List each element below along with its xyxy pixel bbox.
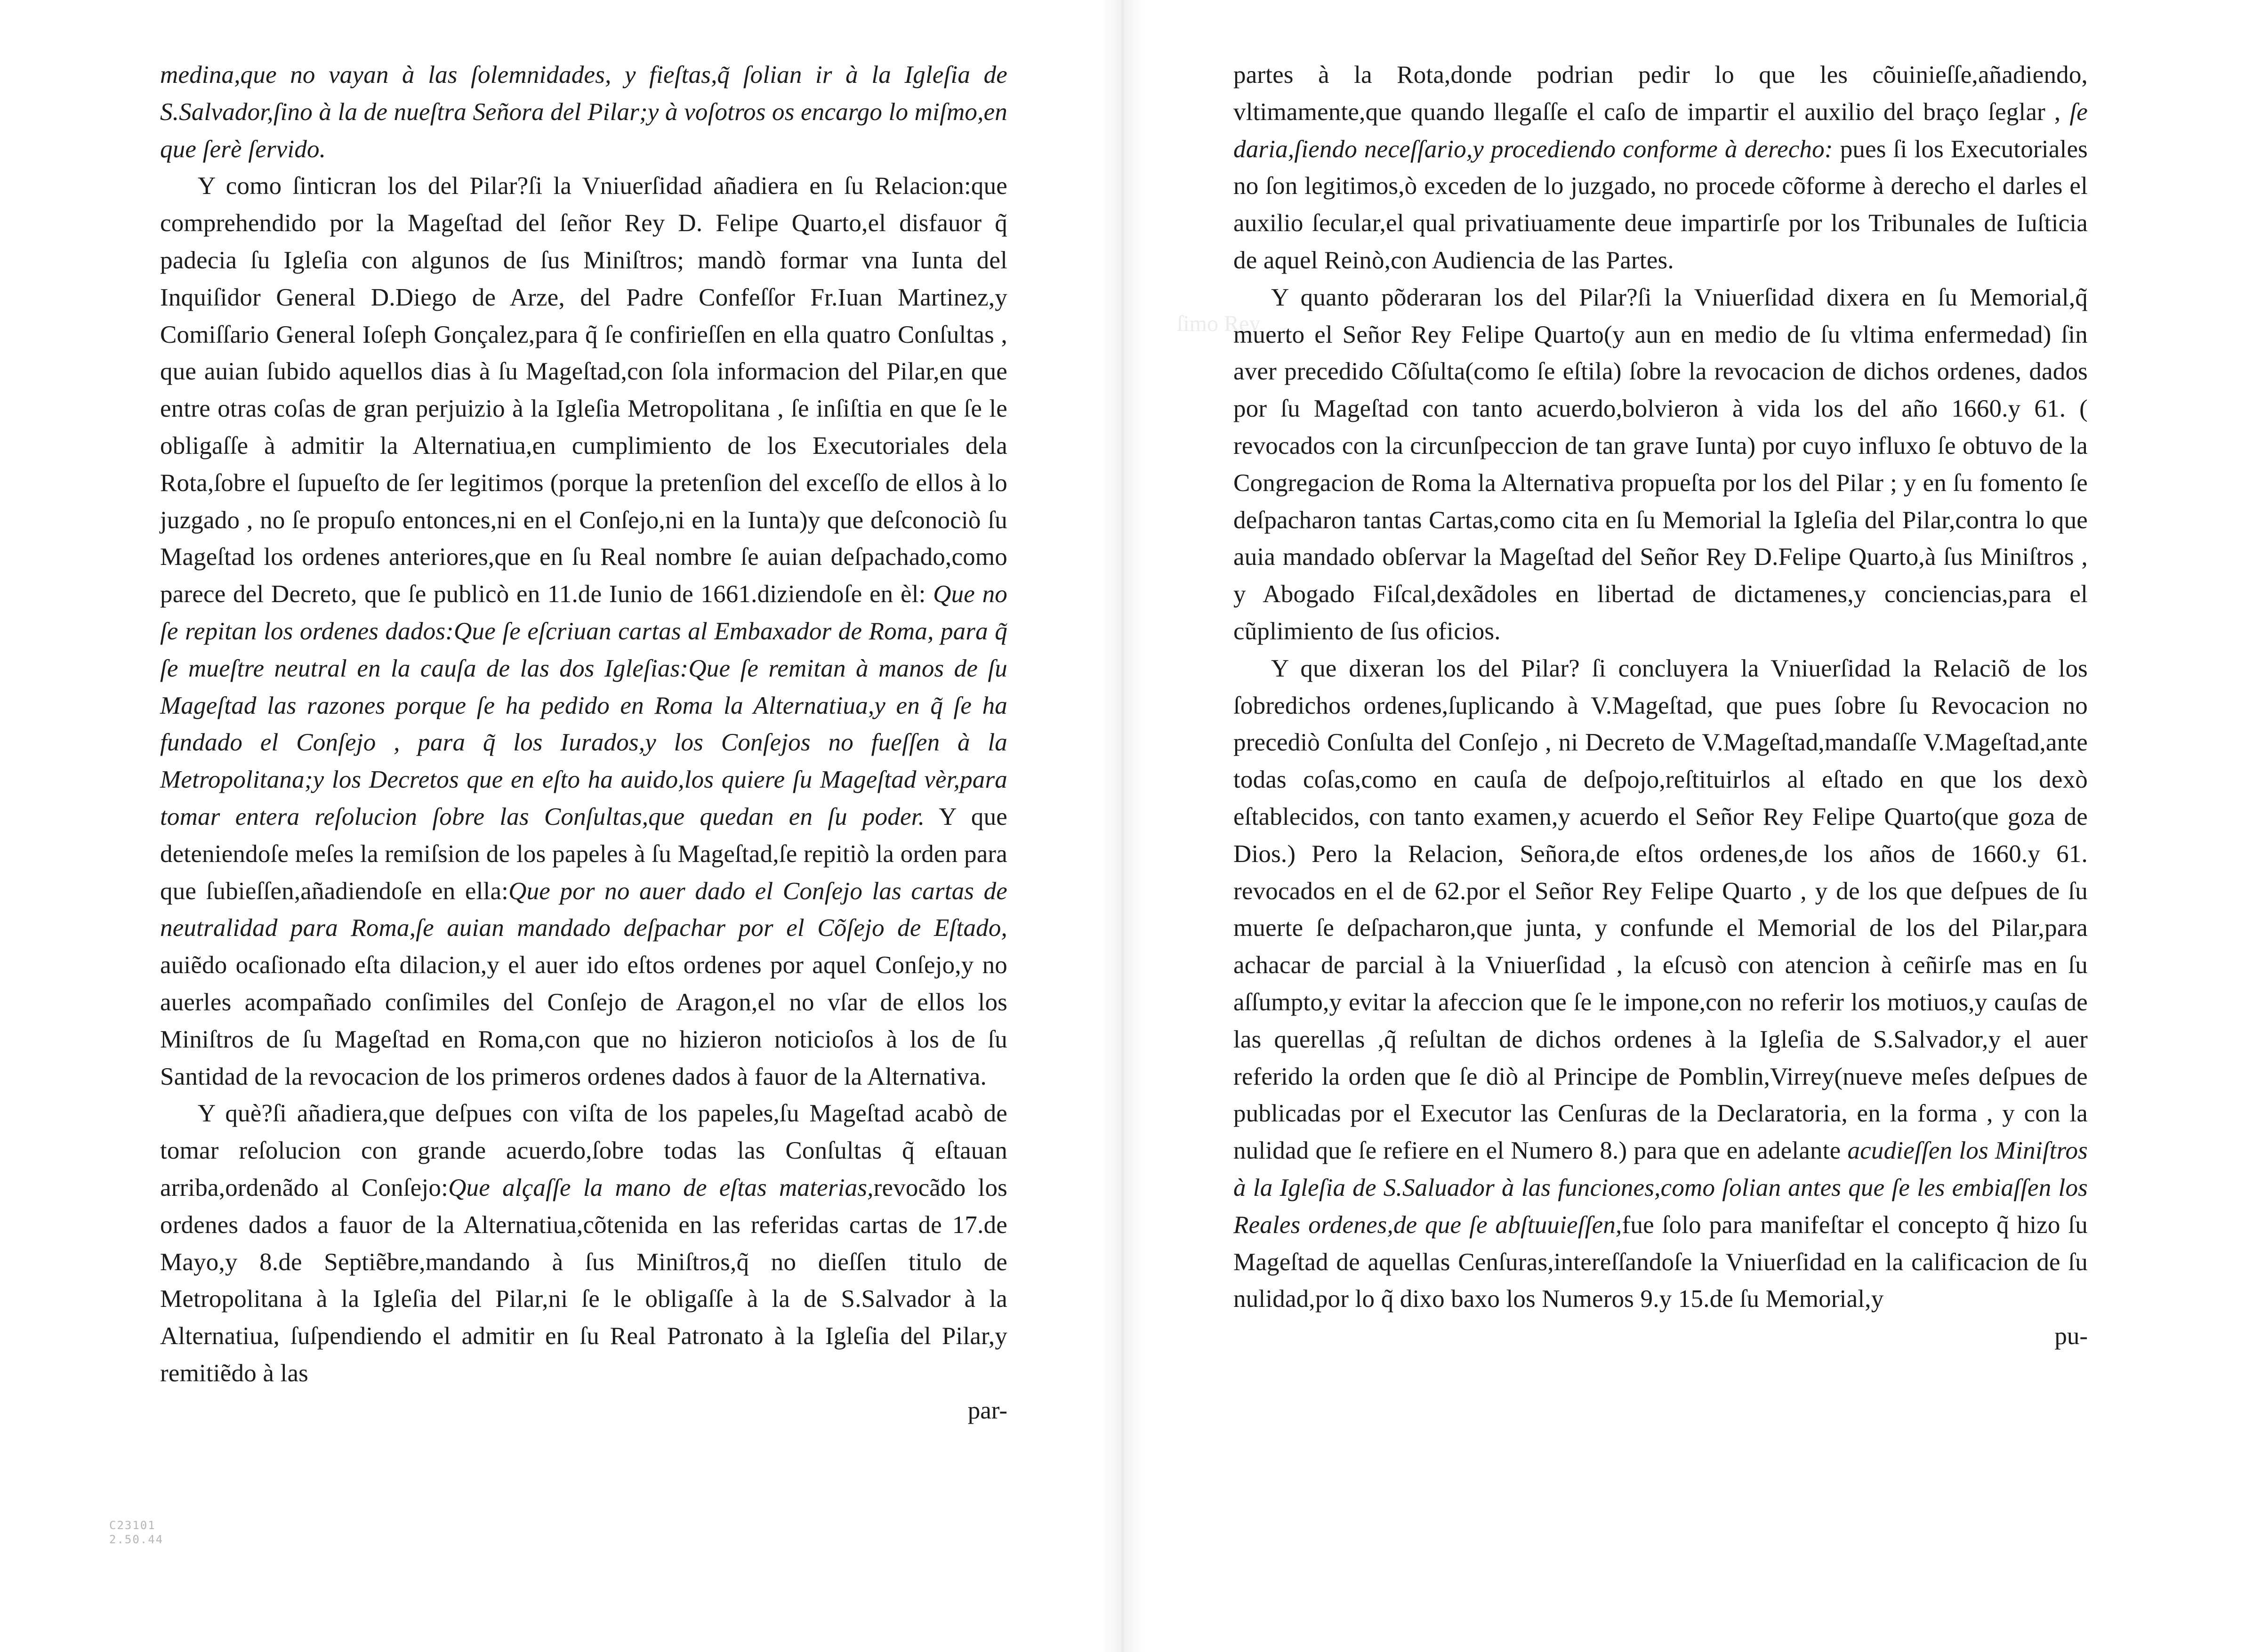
- right-paragraph-2: [1233, 279, 2088, 650]
- book-gutter: [1102, 0, 1144, 1652]
- text-run: fue ſolo para manifeſtar el concepto q̃ hizo ſu Mageſtad de aquellas Cenſuras,intereſſandoſe la Vniuerſidad en la calificacion de ſu nulidad,por lo q̃ dixo baxo los Numeros 9.y 15.de ſu Memorial,y: [1233, 1211, 2088, 1313]
- left-paragraph-1: [160, 56, 1007, 168]
- left-catchword: par-: [967, 1396, 1007, 1424]
- left-paragraph-2: [160, 168, 1007, 1095]
- stamp-line: C23101: [109, 1519, 156, 1532]
- text-run: Y quanto põderaran los del Pilar?ſi la Vniuerſidad dixera en ſu Memorial,q̃ muerto el Señor Rey Felipe Quarto(y aun en medio de ſu vltima enfermedad) ſin aver precedido Cõſulta(como ſe eſtila) ſobre la revocacion de dichos ordenes, dados por ſu Mageſtad con tanto acuerdo,bolvieron à vida los del año 1660.y 61. ( revocados con la circunſpeccion de tan grave Iunta) por cuyo influxo ſe obtuvo de la Congregacion de Roma la Alternativa propueſta por los del Pilar ; y en ſu fomento ſe deſpacharon tantas Cartas,como cita en ſu Memorial la Igleſia del Pilar,contra lo que auia mandado obſervar la Mageſtad del Señor Rey D.Felipe Quarto,à ſus Miniſtros , y Abogado Fiſcal,dexãdoles en libertad de dictamenes,y conciencias,para el cũplimiento de ſus oficios.: [1233, 283, 2088, 645]
- italic-run: acudieſſen los Miniſtros à la Igleſia de S.Saluador à las funciones,como ſolian antes que ſe les embiaſſen los Reales ordenes,de que ſe abſtuuieſſen,: [1233, 1137, 2088, 1239]
- italic-run: Que no ſe repitan los ordenes dados:Que ſe eſcriuan cartas al Embaxador de Roma, para q̃ ſe mueſtre neutral en la cauſa de las dos Igleſias:Que ſe remitan à manos de ſu Mageſtad las razones porque ſe ha pedido en Roma la Alternatiua,y en q̃ ſe ha fundado el Conſejo , para q̃ los Iurados,y los Conſejos no fueſſen à la Metropolitana;y los Decretos que en eſto ha auido,los quiere ſu Mageſtad vèr,para tomar entera reſolucion ſobre las Conſultas,que quedan en ſu poder.: [160, 580, 1008, 830]
- right-catchword: pu-: [2054, 1322, 2088, 1350]
- right-paragraph-3: [1233, 650, 2088, 1318]
- bleed-through-text: ſimo Rey: [1177, 311, 1261, 336]
- italic-run: ſe daria,ſiendo neceſſario,y procediendo conforme à derecho:: [1233, 98, 2088, 163]
- left-paragraph-3: [160, 1095, 1007, 1392]
- text-run: auiẽdo ocaſionado eſta dilacion,y el auer ido eſtos ordenes por aquel Conſejo,y no auerles acompañado conſimiles del Conſejo de Aragon,el no vſar de ellos los Miniſtros de ſu Mageſtad en Roma,con que no hizieron noticioſos à los de ſu Santidad de la revocacion de los primeros ordenes dados à fauor de la Alternativa.: [160, 951, 1007, 1090]
- text-run: Y como ſinticran los del Pilar?ſi la Vniuerſidad añadiera en ſu Relacion:que comprehendido por la Mageſtad del ſeñor Rey D. Felipe Quarto,el disfauor q̃ padecia ſu Igleſia con algunos de ſus Miniſtros; mandò formar vna Iunta del Inquiſidor General D.Diego de Arze, del Padre Confeſſor Fr.Iuan Martinez,y Comiſſario General Ioſeph Gonçalez,para q̃ ſe confirieſſen en ella quatro Conſultas , que auian ſubido aquellos dias à ſu Mageſtad,con ſola informacion del Pilar,en que entre otras coſas de gran perjuizio à la Igleſia Metropolitana , ſe inſiſtia en que ſe le obligaſſe à admitir la Alternatiua,en cumplimiento de los Executoriales dela Rota,ſobre el ſupueſto de ſer legitimos (porque la pretenſion del exceſſo de ellos à lo juzgado , no ſe propuſo entonces,ni en el Conſejo,ni en la Iunta)y que deſconociò ſu Mageſtad los ordenes anteriores,que en ſu Real nombre ſe auian deſpachado,como parece del Decreto, que ſe publicò en 11.de Iunio de 1661.diziendoſe en èl:: [160, 172, 1007, 608]
- italic-run: medina,que no vayan à las ſolemnidades, y fieſtas,q̃ ſolian ir à la Igleſia de S.Salvador,ſino à la de nueſtra Señora del Pilar;y à voſotros os encargo lo miſmo,en que ſerè ſervido.: [160, 61, 1007, 163]
- text-run: Y què?ſi añadiera,que deſpues con viſta de los papeles,ſu Mageſtad acabò de tomar reſolucion con grande acuerdo,ſobre todas las Conſultas q̃ eſtauan arriba,ordenãdo al Conſejo:: [160, 1100, 1007, 1201]
- italic-run: Que por no auer dado el Conſejo las cartas de neutralidad para Roma,ſe auian mandado deſpachar por el Cõſejo de Eſtado,: [160, 877, 1007, 942]
- text-run: pues ſi los Executoriales no ſon legitimos,ò exceden de lo juzgado, no procede cõforme à derecho el darles el auxilio ſecular,el qual privatiuamente deue impartirſe por los Tribunales de Iuſticia de aquel Reinò,con Audiencia de las Partes.: [1233, 135, 2088, 274]
- text-run: Y que deteniendoſe meſes la remiſsion de los papeles à ſu Mageſtad,ſe repitiò la orden para que ſubieſſen,añadiendoſe en ella:: [160, 803, 1007, 905]
- right-paragraph-1: [1233, 56, 2088, 279]
- italic-run: Que alçaſſe la mano de eſtas materias,: [448, 1174, 874, 1201]
- left-page: [160, 56, 1007, 1429]
- stamp-line: 2.50.44: [109, 1533, 164, 1546]
- text-run: revocãdo los ordenes dados a fauor de la Alternatiua,cõtenida en las referidas cartas de 17.de Mayo,y 8.de Septiẽbre,mandando à ſus Miniſtros,q̃ no dieſſen titulo de Metropolitana à la Igleſia del Pilar,ni ſe le obligaſſe à la de S.Salvador à la Alternatiua, ſuſpendiendo el admitir en ſu Real Patronato à la Igleſia del Pilar,y remitiẽdo à las: [160, 1174, 1007, 1387]
- library-stamp: [109, 1518, 163, 1547]
- right-page: [1233, 56, 2088, 1355]
- text-run: partes à la Rota,donde podrian pedir lo que les cõuinieſſe,añadiendo, vltimamente,que quando llegaſſe el caſo de impartir el auxilio del braço ſeglar ,: [1233, 61, 2088, 126]
- text-run: Y que dixeran los del Pilar? ſi concluyera la Vniuerſidad la Relaciõ de los ſobredichos ordenes,ſuplicando à V.Mageſtad, que pues ſobre ſu Revocacion no precediò Conſulta del Conſejo , ni Decreto de V.Mageſtad,mandaſſe V.Mageſtad,ante todas coſas,como en cauſa de deſpojo,reſtituirlos al eſtado en que los dexò eſtablecidos, con tanto examen,y acuerdo el Señor Rey Felipe Quarto(que goza de Dios.) Pero la Relacion, Señora,de eſtos ordenes,de los años de 1660.y 61. revocados en el de 62.por el Señor Rey Felipe Quarto , y de los que deſpues de ſu muerte ſe deſpacharon,que junta, y confunde el Memorial de los del Pilar,para achacar de parcial à la Vniuerſidad , la eſcusò con atencion à ceñirſe mas en ſu aſſumpto,y evitar la afeccion que ſe le impone,con no referir los motiuos,y cauſas de las querellas ,q̃ reſultan de dichos ordenes à la Igleſia de S.Salvador,y el auer referido la orden que ſe diò al Principe de Pomblin,Virrey(nueve meſes deſpues de publicadas por el Executor las Cenſuras de la Declaratoria, en la forma , y con la nulidad que ſe refiere en el Numero 8.) para que en adelante: [1233, 654, 2088, 1165]
